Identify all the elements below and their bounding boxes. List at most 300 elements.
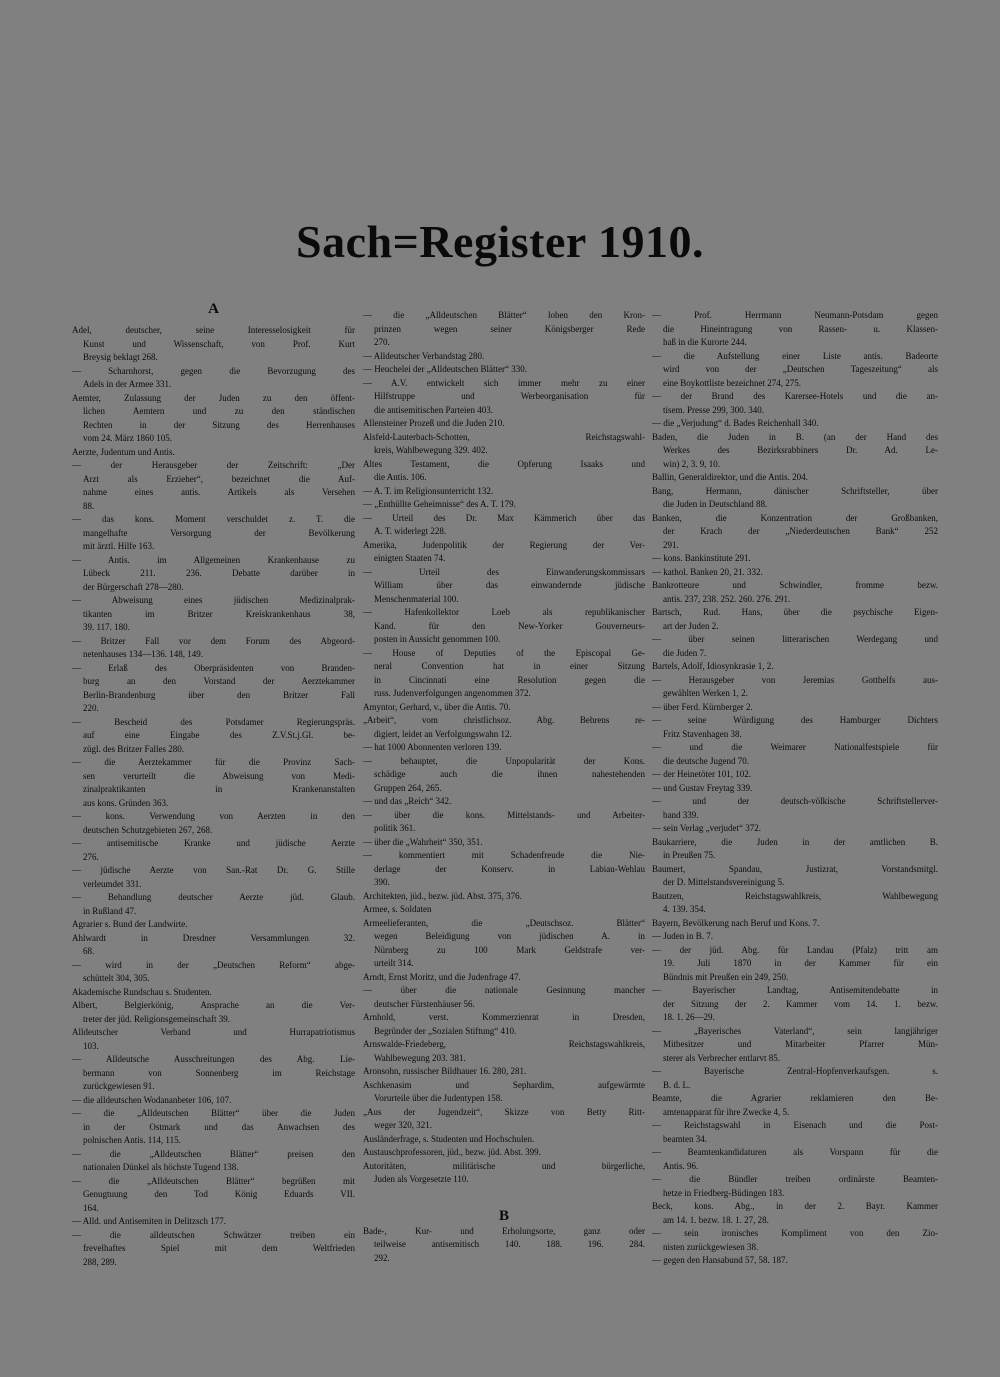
index-entry-line: — Herausgeber von Jeremias Gotthelfs aus- bbox=[652, 674, 938, 685]
index-entry-line: Bautzen, Reichstagswahlkreis, Wahlbewegung bbox=[652, 890, 938, 901]
index-entry-line: prinzen wegen seiner Königsberger Rede bbox=[374, 323, 645, 334]
index-entry-line: — „Bayerisches Vaterland“, sein langjähriger bbox=[652, 1025, 938, 1036]
index-entry bbox=[363, 1065, 645, 1079]
index-entry-line: Architekten, jüd., bezw. jüd. Abst. 375, 376. bbox=[363, 890, 522, 901]
index-entry bbox=[652, 660, 938, 674]
index-entry bbox=[363, 795, 645, 809]
index-entry-line: — kons. Bankinstitute 291. bbox=[652, 553, 751, 563]
index-entry bbox=[363, 647, 645, 701]
index-entry-line: digiert, leidet an Verfolgungswahn 12. bbox=[374, 728, 512, 739]
index-entry-line: — und die Weimarer Nationalfestspiele für bbox=[652, 742, 938, 752]
index-entry bbox=[72, 459, 355, 513]
index-entry bbox=[72, 1148, 355, 1175]
index-entry-line: Akademische Rundschau s. Studenten. bbox=[72, 986, 212, 997]
index-entry bbox=[652, 768, 938, 782]
index-entry-line: — kommentiert mit Schadenfreude die Nie- bbox=[363, 850, 645, 860]
index-entry-line: — Hafenkollektor Loeb als republikanischer bbox=[363, 607, 645, 617]
index-entry-line: wird von der „Deutschen Tageszeitung“ als bbox=[663, 364, 938, 374]
index-entry bbox=[72, 999, 355, 1026]
index-entry-line: Aronsohn, russischer Bildhauer 16. 280, 281. bbox=[363, 1066, 527, 1076]
index-entry bbox=[363, 836, 645, 850]
index-entry-line: Hilfstruppe und Werbeorganisation für bbox=[374, 391, 645, 401]
index-entry-line: Wahlbewegung 203. 381. bbox=[374, 1052, 466, 1063]
index-entry-line: derlage der Konserv. in Labiau-Wehlau bbox=[374, 863, 645, 874]
index-entry-line: Antis. 96. bbox=[663, 1160, 699, 1171]
index-entry bbox=[363, 1038, 645, 1065]
index-entry-line: — seine Würdigung des Hamburger Dichters bbox=[652, 715, 938, 725]
index-entry-line: netenhauses 134—136. 148, 149. bbox=[83, 649, 203, 659]
index-entry-line: Rechten in der Sitzung des Herrenhauses bbox=[83, 419, 355, 430]
index-entry-line: antis. 237, 238. 252. 260. 276. 291. bbox=[663, 593, 791, 604]
index-entry bbox=[72, 554, 355, 595]
index-entry-line: zinalpraktikanten in Krankenanstalten bbox=[83, 784, 355, 794]
index-entry-line: band 339. bbox=[663, 809, 699, 820]
index-entry bbox=[652, 633, 938, 660]
index-entry bbox=[652, 944, 938, 985]
index-entry-line: burg an den Vorstand der Aerztekammer bbox=[83, 676, 355, 686]
index-entry bbox=[363, 903, 645, 917]
index-entry bbox=[363, 498, 645, 512]
index-entry-line: deutscher Fürstenhäuser 56. bbox=[374, 998, 475, 1009]
index-entry-line: Aerzte, Judentum und Antis. bbox=[72, 446, 175, 457]
index-entry-line: Lübeck 211. 236. Debatte darüber in bbox=[83, 568, 355, 578]
index-entry-line: Bayern, Bevölkerung nach Beruf und Kons. 7. bbox=[652, 917, 820, 928]
index-entry-line: — Behandlung deutscher Aerzte jüd. Glaub. bbox=[72, 892, 355, 902]
index-entry-line: die Hineintragung von Rassen- u. Klassen- bbox=[663, 323, 938, 334]
index-entry-line: — A. T. im Religionsunterricht 132. bbox=[363, 485, 494, 496]
index-entry bbox=[72, 837, 355, 864]
index-entry-line: Nürnberg zu 100 Mark Geldstrafe ver- bbox=[374, 944, 645, 955]
index-entry-line: mit ärztl. Hilfe 163. bbox=[83, 541, 155, 551]
index-entry-line: wegen Beleidigung von jüdischen A. in bbox=[374, 931, 645, 941]
index-entry bbox=[363, 417, 645, 431]
index-entry-line: 270. bbox=[374, 337, 390, 347]
index-entry bbox=[363, 458, 645, 485]
index-entry bbox=[652, 1025, 938, 1066]
index-entry-line: Alldeutscher Verband und Hurrapatriotismus bbox=[72, 1027, 355, 1037]
index-entry bbox=[363, 566, 645, 607]
index-entry-line: — Scharnhorst, gegen die Bevorzugung des bbox=[72, 365, 355, 376]
index-entry-line: A. T. widerlegt 228. bbox=[374, 526, 447, 536]
index-entry bbox=[652, 890, 938, 917]
index-entry-line: neral Convention hat in einer Sitzung bbox=[374, 661, 645, 671]
index-entry bbox=[72, 446, 355, 460]
index-entry bbox=[652, 390, 938, 417]
index-entry-line: Baukarriere, die Juden in der amtlichen B. bbox=[652, 836, 938, 847]
index-entry-line: — sein Verlag „verjudet“ 372. bbox=[652, 823, 762, 833]
index-entry-line: Adels in der Armee 331. bbox=[83, 379, 172, 389]
index-entry-line: Beck, kons. Abg., in der 2. Bayr. Kammer bbox=[652, 1201, 938, 1211]
index-entry-line: mangelhafte Versorgung der Bevölkerung bbox=[83, 527, 355, 538]
index-entry bbox=[72, 918, 355, 932]
index-entry-line: Bartels, Adolf, Idiosynkrasie 1, 2. bbox=[652, 661, 774, 671]
index-entry-line: 103. bbox=[83, 1040, 99, 1051]
index-entry-line: Amerika, Judenpolitik der Regierung der Ver- bbox=[363, 539, 645, 550]
index-entry bbox=[72, 1229, 355, 1270]
index-entry-line: weger 320, 321. bbox=[374, 1120, 432, 1130]
index-entry-line: 288, 289. bbox=[83, 1256, 117, 1267]
index-entry-line: — der jüd. Abg. für Landau (Pfalz) tritt am bbox=[652, 944, 938, 955]
index-entry bbox=[652, 431, 938, 472]
index-entry bbox=[652, 309, 938, 350]
index-entry bbox=[652, 566, 938, 580]
index-entry-line: tikanten im Britzer Kreiskrankenhaus 38, bbox=[83, 608, 355, 619]
index-entry bbox=[72, 864, 355, 891]
index-entry-line: Fritz Stavenhagen 38. bbox=[663, 728, 742, 739]
index-entry-line: — Bayerische Zentral-Hopfenverkaufsgen. s. bbox=[652, 1066, 938, 1076]
index-entry bbox=[72, 1053, 355, 1094]
index-entry-line: Bankrotteure und Schwindler, fromme bezw. bbox=[652, 580, 938, 590]
index-column-right bbox=[652, 309, 938, 1268]
index-entry-line: Baumert, Spandau, Justizrat, Vorstandsmitgl. bbox=[652, 863, 938, 874]
index-entry-line: „Aus der Jugendzeit“, Skizze von Betty Ritt- bbox=[363, 1106, 645, 1117]
index-entry bbox=[652, 674, 938, 701]
index-entry-line: Genugtuung den Tod König Eduards VII. bbox=[83, 1189, 355, 1199]
index-entry bbox=[363, 1146, 645, 1160]
index-entry-line: die Juden 7. bbox=[663, 647, 707, 658]
index-entry bbox=[652, 795, 938, 822]
index-entry-line: — über seinen litterarischen Werdegang und bbox=[652, 634, 938, 644]
index-entry bbox=[72, 932, 355, 959]
index-entry bbox=[363, 917, 645, 971]
index-entry-line: Kand. für den New-Yorker Gouverneurs- bbox=[374, 620, 645, 631]
index-entry-line: „Arbeit“, vom christlichsoz. Abg. Behrens re- bbox=[363, 715, 645, 725]
index-entry bbox=[652, 579, 938, 606]
index-entry-line: — Beamtenkandidaturen als Vorspann für die bbox=[652, 1147, 938, 1157]
index-entry bbox=[72, 513, 355, 554]
index-entry bbox=[363, 701, 645, 715]
index-entry bbox=[363, 890, 645, 904]
index-entry-line: — Bayerischer Landtag, Antisemitendebatte in bbox=[652, 985, 938, 995]
index-entry-line: — sein ironisches Kompliment von den Zio- bbox=[652, 1228, 938, 1238]
index-entry bbox=[652, 350, 938, 391]
index-entry-line: — Prof. Herrmann Neumann-Potsdam gegen bbox=[652, 310, 938, 320]
index-entry-line: — die alldeutschen Wodananbeter 106, 107. bbox=[72, 1094, 232, 1105]
index-entry-line: — über die kons. Mittelstands- und Arbeiter- bbox=[363, 809, 645, 820]
index-entry bbox=[72, 392, 355, 446]
index-entry bbox=[363, 539, 645, 566]
index-entry-line: Arndt, Ernst Moritz, und die Judenfrage 47. bbox=[363, 971, 521, 982]
index-entry bbox=[363, 377, 645, 418]
index-entry-line: — und Gustav Freytag 339. bbox=[652, 782, 753, 793]
index-entry-line: in Preußen 75. bbox=[663, 850, 716, 860]
index-entry-line: — Heuchelei der „Alldeutschen Blätter“ 330. bbox=[363, 364, 527, 374]
index-entry-line: sen verurteilt die Abweisung von Medi- bbox=[83, 770, 355, 781]
index-entry-line: in der Ostmark und das Anwachsen des bbox=[83, 1121, 355, 1132]
index-entry-line: Kunst und Wissenschaft, von Prof. Kurt bbox=[83, 338, 355, 349]
index-entry bbox=[652, 782, 938, 796]
index-entry-line: nationalen Dünkel als höchste Tugend 138. bbox=[83, 1162, 239, 1172]
index-entry-line: auf eine Eingabe des Z.V.St.j.Gl. be- bbox=[83, 730, 355, 740]
index-entry-line: Baden, die Juden in B. (an der Hand des bbox=[652, 431, 938, 442]
section-letter-heading: B bbox=[498, 1207, 509, 1224]
index-entry-line: beamten 34. bbox=[663, 1133, 707, 1144]
index-entry-line: — die Bündler treiben ordinärste Beamten- bbox=[652, 1174, 938, 1184]
index-entry-line: 68. bbox=[83, 946, 95, 956]
index-entry bbox=[72, 891, 355, 918]
index-entry-line: — Juden in B. 7. bbox=[652, 931, 714, 941]
index-entry-line: — Alld. und Antisemiten in Delitzsch 177. bbox=[72, 1216, 226, 1226]
index-entry bbox=[652, 714, 938, 741]
index-entry bbox=[652, 606, 938, 633]
index-entry bbox=[652, 741, 938, 768]
index-entry bbox=[72, 1215, 355, 1229]
index-entry-line: deutschen Schutzgebieten 267, 268. bbox=[83, 824, 213, 835]
index-entry-line: sterer als Verbrecher entlarvt 85. bbox=[663, 1052, 781, 1063]
index-entry bbox=[363, 971, 645, 985]
index-entry-line: Bartsch, Rud. Hans, über die psychische Eigen- bbox=[652, 607, 938, 617]
index-entry-line: Bade-, Kur- und Erholungsorte, ganz oder bbox=[363, 1225, 645, 1236]
index-entry-line: in Cincinnati eine Resolution gegen die bbox=[374, 674, 645, 685]
index-entry-line: — der Herausgeber der Zeitschrift: „Der bbox=[72, 460, 355, 470]
index-entry-line: — behauptet, die Unpopularität der Kons. bbox=[363, 755, 645, 766]
index-entry-line: verleumdet 331. bbox=[83, 878, 142, 889]
index-entry-line: — die „Verjudung“ d. Bades Reichenhall 340. bbox=[652, 418, 819, 428]
index-entry bbox=[652, 1227, 938, 1254]
index-entry bbox=[363, 1160, 645, 1187]
index-entry bbox=[72, 662, 355, 716]
index-entry-line: — antisemitische Kranke und jüdische Aerzte bbox=[72, 838, 355, 848]
index-entry-line: William über das einwandernde jüdische bbox=[374, 580, 645, 590]
index-entry-line: 18. 1. 26—29. bbox=[663, 1012, 715, 1022]
index-entry-line: Mitbesitzer und Mitarbeiter Pfarrer Mün- bbox=[663, 1039, 938, 1049]
index-entry-line: 291. bbox=[663, 539, 679, 550]
index-entry-line: Juden als Vorgesetzte 110. bbox=[374, 1174, 469, 1184]
index-entry-line: — Erlaß des Oberpräsidenten von Branden- bbox=[72, 662, 355, 673]
index-entry-line: — House of Deputies of the Episcopal Ge- bbox=[363, 647, 645, 658]
index-entry-line: nahme eines antis. Artikels als Versehen bbox=[83, 487, 355, 497]
index-entry bbox=[363, 984, 645, 1011]
index-entry-line: die Juden in Deutschland 88. bbox=[663, 499, 768, 509]
index-entry-line: art der Juden 2. bbox=[663, 620, 719, 631]
index-entry-line: Amyntor, Gerhard, v., über die Antis. 70. bbox=[363, 701, 511, 712]
index-entry-line: — Urteil des Dr. Max Kämmerich über das bbox=[363, 512, 645, 523]
index-entry bbox=[652, 417, 938, 431]
index-entry-line: der D. Mittelstandsvereinigung 5. bbox=[663, 877, 785, 887]
index-entry-line: Ausländerfrage, s. Studenten und Hochschulen. bbox=[363, 1133, 535, 1144]
index-entry bbox=[652, 471, 938, 485]
index-entry-line: — wird in der „Deutschen Reform“ abge- bbox=[72, 959, 355, 970]
index-entry-line: Albert, Belgierkönig, Ansprache an die Ver- bbox=[72, 1000, 355, 1010]
index-entry bbox=[363, 309, 645, 350]
index-entry-line: Berlin-Brandenburg über den Britzer Fall bbox=[83, 689, 355, 700]
index-entry bbox=[652, 1065, 938, 1092]
index-column-left bbox=[72, 301, 355, 1269]
index-entry-line: Begründer der „Sozialen Stiftung“ 410. bbox=[374, 1025, 517, 1036]
index-entry bbox=[652, 1146, 938, 1173]
index-entry bbox=[652, 930, 938, 944]
index-entry-line: 4. 139. 354. bbox=[663, 904, 706, 914]
index-entry-line: am 14. 1. bezw. 18. 1. 27, 28. bbox=[663, 1214, 769, 1225]
index-entry bbox=[72, 959, 355, 986]
index-entry-line: haß in die Kurorte 244. bbox=[663, 337, 747, 347]
index-entry-line: — Antis. im Allgemeinen Krankenhause zu bbox=[72, 554, 355, 565]
index-entry-line: B. d. L. bbox=[663, 1079, 691, 1090]
index-entry bbox=[72, 986, 355, 1000]
index-entry bbox=[72, 365, 355, 392]
index-entry-line: — und das „Reich“ 342. bbox=[363, 796, 452, 806]
index-entry-line: win) 2, 3. 9, 10. bbox=[663, 458, 720, 469]
index-entry-line: Bündnis mit Preußen ein 249, 250. bbox=[663, 971, 789, 982]
index-entry bbox=[363, 755, 645, 796]
index-entry-line: Alsfeld-Lauterbach-Schotten, Reichstagswahl- bbox=[363, 431, 645, 442]
index-entry bbox=[363, 350, 645, 364]
index-entry bbox=[72, 594, 355, 635]
index-entry-line: bermann von Sonnenberg im Reichstage bbox=[83, 1067, 355, 1078]
index-entry-line: — „Enthüllte Geheimnisse“ des A. T. 179. bbox=[363, 499, 516, 509]
index-entry-line: Allensteiner Prozeß und die Juden 210. bbox=[363, 418, 505, 428]
index-entry-line: Ahlwardt in Dresdner Versammlungen 32. bbox=[72, 932, 355, 943]
index-entry bbox=[72, 716, 355, 757]
index-entry-line: politik 361. bbox=[374, 823, 416, 833]
index-entry bbox=[363, 485, 645, 499]
index-entry-line: schädige auch die ihnen nahestehenden bbox=[374, 769, 645, 779]
index-entry bbox=[363, 809, 645, 836]
index-entry-line: Beamte, die Agrarier reklamieren den Be- bbox=[652, 1093, 938, 1103]
index-entry-line: Menschenmaterial 100. bbox=[374, 593, 459, 604]
index-entry-line: — die „Alldeutschen Blätter“ loben den Kron- bbox=[363, 310, 645, 320]
index-entry-line: — jüdische Aerzte von San.-Rat Dr. G. Stille bbox=[72, 865, 355, 875]
index-entry-line: — über die „Wahrheit“ 350, 351. bbox=[363, 836, 483, 847]
index-entry bbox=[652, 1254, 938, 1268]
index-entry-line: — die „Alldeutschen Blätter“ preisen den bbox=[72, 1148, 355, 1159]
index-entry bbox=[72, 810, 355, 837]
index-entry bbox=[72, 1107, 355, 1148]
index-entry bbox=[363, 606, 645, 647]
index-entry-line: der Bürgerschaft 278—280. bbox=[83, 581, 184, 592]
index-entry-line: die Antis. 106. bbox=[374, 472, 427, 482]
index-entry-line: zügl. des Britzer Falles 280. bbox=[83, 743, 184, 754]
index-entry bbox=[652, 984, 938, 1025]
index-entry-line: Bang, Hermann, dänischer Schriftsteller, über bbox=[652, 485, 938, 496]
index-entry-line: Aemter, Zulassung der Juden zu den öffent- bbox=[72, 392, 355, 403]
index-entry-line: — kathol. Banken 20, 21. 332. bbox=[652, 566, 763, 577]
index-entry-line: einigten Staaten 74. bbox=[374, 553, 446, 563]
index-entry-line: Austauschprofessoren, jüd., bezw. jüd. Abst. 399. bbox=[363, 1147, 541, 1157]
index-entry-line: 39. 117. 180. bbox=[83, 622, 130, 632]
index-entry-line: lichen Aemtern und zu den ständischen bbox=[83, 406, 355, 416]
index-entry-line: Gruppen 264, 265. bbox=[374, 782, 442, 793]
index-entry-line: — Alldeutsche Ausschreitungen des Abg. Lie- bbox=[72, 1054, 355, 1064]
index-entry bbox=[72, 1175, 355, 1216]
index-entry-line: 19. Juli 1870 in der Kammer für ein bbox=[663, 958, 938, 968]
index-entry-line: Ballin, Generaldirektor, und die Antis. 204. bbox=[652, 472, 808, 482]
index-entry bbox=[652, 1173, 938, 1200]
index-entry bbox=[72, 756, 355, 810]
index-entry-line: Aschkenasim und Sephardim, aufgewärmte bbox=[363, 1079, 645, 1090]
index-entry-line: — der Heinetöter 101, 102. bbox=[652, 769, 751, 779]
index-entry-line: urteilt 314. bbox=[374, 958, 414, 968]
index-entry bbox=[363, 849, 645, 890]
index-entry-line: schüttelt 304, 305. bbox=[83, 973, 150, 983]
index-entry-line: — kons. Verwendung von Aerzten in den bbox=[72, 811, 355, 821]
index-entry bbox=[363, 363, 645, 377]
index-entry-line: Agrarier s. Bund der Landwirte. bbox=[72, 919, 188, 929]
index-entry-line: teilweise antisemitisch 140. 188. 196. 284. bbox=[374, 1239, 645, 1249]
index-entry-line: aus kons. Gründen 363. bbox=[83, 797, 169, 808]
index-entry-line: — Alldeutscher Verbandstag 280. bbox=[363, 350, 485, 361]
index-entry-line: — die „Alldeutschen Blätter“ über die Juden bbox=[72, 1108, 355, 1118]
index-entry-line: Arnhold, verst. Kommerzienrat in Dresden, bbox=[363, 1012, 645, 1022]
index-entry-line: Armee, s. Soldaten bbox=[363, 904, 432, 914]
index-entry bbox=[652, 485, 938, 512]
index-entry-line: — Reichstagswahl in Eisenach und die Post- bbox=[652, 1120, 938, 1130]
index-entry-line: in Rußland 47. bbox=[83, 905, 137, 916]
index-entry-line: 88. bbox=[83, 500, 95, 511]
index-entry-line: — Bescheid des Potsdamer Regierungspräs. bbox=[72, 716, 355, 727]
index-entry bbox=[363, 1011, 645, 1038]
index-entry-line: tisem. Presse 299, 300. 340. bbox=[663, 404, 764, 415]
index-entry-line: Breysig beklagt 268. bbox=[83, 352, 158, 362]
index-entry-line: zurückgewiesen 91. bbox=[83, 1081, 155, 1091]
index-entry bbox=[652, 1092, 938, 1119]
index-entry-line: — über die nationale Gesinnung mancher bbox=[363, 985, 645, 995]
index-entry-line: vom 24. März 1860 105. bbox=[83, 433, 172, 443]
index-entry-line: — das kons. Moment verschuldet z. T. die bbox=[72, 514, 355, 524]
index-entry-line: Autoritäten, militärische und bürgerliche, bbox=[363, 1160, 645, 1171]
index-entry-line: Werkes des Bezirksrabbiners Dr. Ad. Le- bbox=[663, 445, 938, 455]
index-entry bbox=[652, 512, 938, 553]
index-entry bbox=[652, 1200, 938, 1227]
index-entry-line: Armeelieferanten, die „Deutschsoz. Blätter“ bbox=[363, 917, 645, 928]
index-entry bbox=[652, 701, 938, 715]
index-entry-line: Adel, deutscher, seine Interesselosigkeit für bbox=[72, 325, 355, 335]
index-entry-line: — die Aerztekammer für die Provinz Sach- bbox=[72, 757, 355, 767]
index-entry-line: eine Boykottliste bezeichnet 274, 275. bbox=[663, 377, 801, 388]
index-entry-line: — Abweisung eines jüdischen Medizinalprak- bbox=[72, 595, 355, 605]
index-entry-line: — und der deutsch-völkische Schriftstellerver- bbox=[652, 796, 938, 806]
index-entry-line: die antisemitischen Parteien 403. bbox=[374, 404, 493, 415]
index-entry-line: — die alldeutschen Schwätzer treiben ein bbox=[72, 1229, 355, 1240]
index-entry bbox=[652, 552, 938, 566]
index-entry-line: — der Brand des Karersee-Hotels und die an- bbox=[652, 391, 938, 401]
index-entry bbox=[72, 324, 355, 365]
index-entry bbox=[363, 1079, 645, 1106]
index-entry-line: — gegen den Hansabund 57, 58. 187. bbox=[652, 1255, 788, 1265]
index-entry-line: die deutsche Jugend 70. bbox=[663, 755, 749, 766]
index-entry-line: hetze in Friedberg-Büdingen 183. bbox=[663, 1187, 785, 1198]
index-entry bbox=[363, 714, 645, 741]
index-entry-line: — A.V. entwickelt sich immer mehr zu einer bbox=[363, 377, 645, 388]
index-entry-line: 390. bbox=[374, 877, 390, 887]
index-entry-line: 292. bbox=[374, 1252, 390, 1263]
index-entry bbox=[363, 1225, 645, 1266]
index-entry-line: Banken, die Konzentration der Großbanken, bbox=[652, 512, 938, 523]
index-entry-line: 220. bbox=[83, 703, 99, 713]
index-entry bbox=[72, 1026, 355, 1053]
index-entry bbox=[652, 863, 938, 890]
index-entry bbox=[363, 741, 645, 755]
index-entry-line: — die Aufstellung einer Liste antis. Badeorte bbox=[652, 350, 938, 361]
index-entry-line: — über Ferd. Kürnberger 2. bbox=[652, 701, 753, 712]
index-entry-line: polnischen Antis. 114, 115. bbox=[83, 1135, 181, 1145]
index-entry-line: — die „Alldeutschen Blätter“ begrüßen mit bbox=[72, 1175, 355, 1186]
index-entry-line: frevelhaftes Spiel mit dem Weltfrieden bbox=[83, 1243, 355, 1253]
index-entry-line: treter der jüd. Religionsgemeinschaft 39. bbox=[83, 1013, 230, 1024]
index-entry bbox=[363, 1133, 645, 1147]
index-entry bbox=[652, 836, 938, 863]
index-entry-line: gewählten Werken 1, 2. bbox=[663, 688, 748, 698]
index-entry-line: — hat 1000 Abonnenten verloren 139. bbox=[363, 742, 502, 752]
index-entry-line: 276. bbox=[83, 851, 99, 862]
index-entry-line: Arzt als Erzieher“, bezeichnet die Auf- bbox=[83, 473, 355, 484]
index-entry bbox=[72, 635, 355, 662]
index-entry-line: posten in Aussicht genommen 100. bbox=[374, 634, 501, 644]
index-entry-line: amtenapparat für ihre Zwecke 4, 5. bbox=[663, 1106, 790, 1117]
index-column-middle bbox=[363, 309, 645, 1265]
section-letter-heading: A bbox=[208, 301, 219, 317]
index-entry bbox=[652, 822, 938, 836]
